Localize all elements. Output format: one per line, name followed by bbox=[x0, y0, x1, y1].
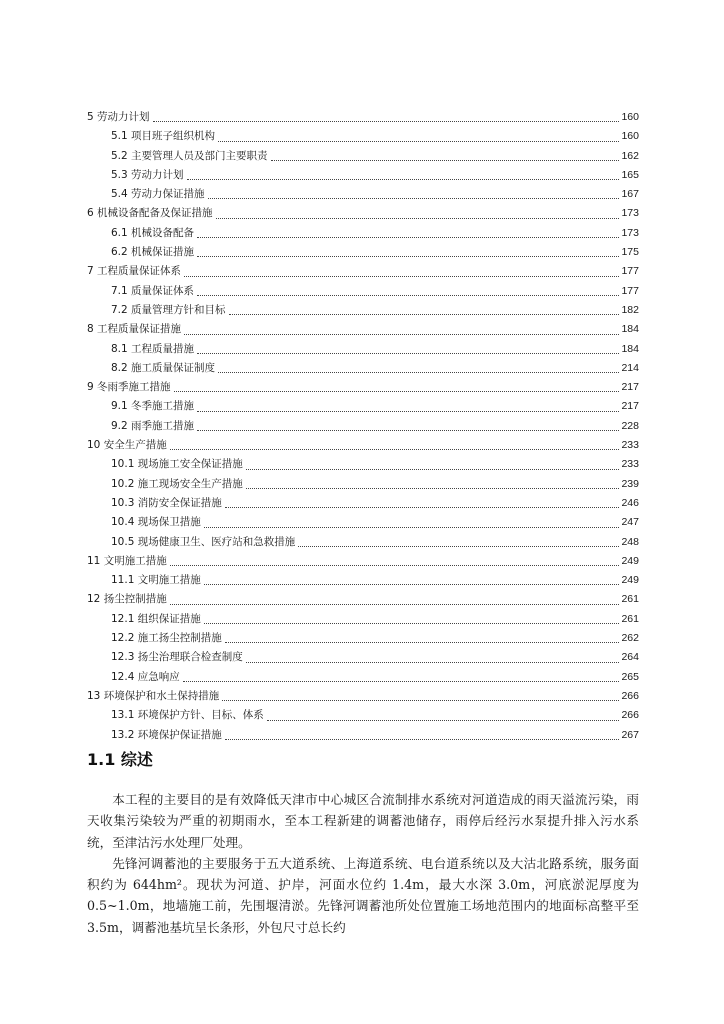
toc-entry-page: 177 bbox=[621, 265, 639, 278]
toc-entry-label: 7 工程质量保证体系 bbox=[87, 265, 182, 278]
toc-entry[interactable] bbox=[87, 185, 639, 204]
toc-entry[interactable] bbox=[87, 668, 639, 687]
toc-leader-dots bbox=[225, 738, 620, 740]
toc-entry-label: 10.3 消防安全保证措施 bbox=[111, 496, 222, 509]
toc-leader-dots bbox=[197, 410, 619, 412]
toc-entry-label: 5.3 劳动力计划 bbox=[111, 168, 184, 181]
toc-leader-dots bbox=[225, 506, 620, 508]
toc-entry-label: 7.2 质量管理方针和目标 bbox=[111, 303, 226, 316]
toc-entry[interactable] bbox=[87, 552, 639, 571]
toc-leader-dots bbox=[271, 159, 620, 161]
toc-entry-page: 246 bbox=[621, 496, 639, 509]
toc-entry-page: 262 bbox=[621, 632, 639, 645]
toc-entry-label: 8 工程质量保证措施 bbox=[87, 323, 182, 336]
toc-entry-label: 13.1 环境保护方针、目标、体系 bbox=[111, 709, 264, 722]
toc-leader-dots bbox=[222, 699, 619, 701]
toc-entry[interactable] bbox=[87, 417, 639, 436]
toc-entry-page: 228 bbox=[621, 419, 639, 432]
toc-entry-page: 266 bbox=[621, 709, 639, 722]
toc-entry-label: 5.2 主要管理人员及部门主要职责 bbox=[111, 149, 268, 162]
toc-entry[interactable] bbox=[87, 629, 639, 648]
toc-leader-dots bbox=[174, 390, 620, 392]
toc-entry-label: 12.4 应急响应 bbox=[111, 670, 180, 683]
toc-entry-page: 217 bbox=[621, 400, 639, 413]
toc-entry-label: 12 扬尘控制措施 bbox=[87, 593, 167, 606]
toc-entry-page: 217 bbox=[621, 381, 639, 394]
toc-entry-page: 167 bbox=[621, 188, 639, 201]
toc-entry[interactable] bbox=[87, 397, 639, 416]
toc-entry-page: 184 bbox=[621, 342, 639, 355]
toc-entry-page: 249 bbox=[621, 554, 639, 567]
toc-entry[interactable] bbox=[87, 359, 639, 378]
toc-entry-label: 9 冬雨季施工措施 bbox=[87, 381, 171, 394]
toc-entry-label: 9.1 冬季施工措施 bbox=[111, 400, 195, 413]
section-heading: 1.1 综述 bbox=[87, 750, 153, 769]
toc-leader-dots bbox=[197, 255, 619, 257]
toc-entry[interactable] bbox=[87, 590, 639, 609]
toc-entry[interactable] bbox=[87, 494, 639, 513]
toc-entry-label: 5.4 劳动力保证措施 bbox=[111, 188, 205, 201]
toc-entry-page: 182 bbox=[621, 303, 639, 316]
toc-entry-page: 261 bbox=[621, 612, 639, 625]
toc-leader-dots bbox=[204, 583, 620, 585]
body-paragraph-2: 先锋河调蓄池的主要服务于五大道系统、上海道系统、电台道系统以及大沽北路系统，服务面积约为 644hm²。现状为河道、护岸，河面水位约 1.4m，最大水深 3.0m，河底淤泥厚度为 0.5~1.0m，地墙施工前，先围堰清淤。先锋河调蓄池所处位置施工场地范围内的地面标高整平至 3.5m，调蓄池基坑呈长条形，外包尺寸总长约 bbox=[87, 855, 639, 935]
toc-leader-dots bbox=[183, 680, 620, 682]
toc-leader-dots bbox=[204, 526, 620, 528]
toc-entry-label: 10.4 现场保卫措施 bbox=[111, 516, 201, 529]
toc-entry-page: 247 bbox=[621, 516, 639, 529]
toc-entry-label: 12.2 施工扬尘控制措施 bbox=[111, 632, 222, 645]
toc-entry-page: 264 bbox=[621, 651, 639, 664]
toc-leader-dots bbox=[225, 641, 620, 643]
toc-entry[interactable] bbox=[87, 127, 639, 146]
toc-leader-dots bbox=[170, 603, 620, 605]
toc-entry-page: 261 bbox=[621, 593, 639, 606]
toc-entry-page: 214 bbox=[621, 361, 639, 374]
toc-entry-page: 233 bbox=[621, 439, 639, 452]
toc-entry-page: 175 bbox=[621, 246, 639, 259]
toc-leader-dots bbox=[184, 333, 619, 335]
toc-entry-page: 160 bbox=[621, 111, 639, 123]
toc-entry[interactable] bbox=[87, 571, 639, 590]
toc-entry-label: 8.2 施工质量保证制度 bbox=[111, 361, 216, 374]
toc-entry-label: 10.5 现场健康卫生、医疗站和急救措施 bbox=[111, 535, 296, 548]
toc-leader-dots bbox=[298, 545, 619, 547]
toc-entry-label: 11.1 文明施工措施 bbox=[111, 574, 201, 587]
toc-leader-dots bbox=[197, 429, 619, 431]
toc-entry[interactable] bbox=[87, 340, 639, 359]
toc-entry[interactable] bbox=[87, 436, 639, 455]
toc-entry-label: 10 安全生产措施 bbox=[87, 439, 167, 452]
toc-entry-page: 165 bbox=[621, 168, 639, 181]
toc-leader-dots bbox=[197, 352, 619, 354]
toc-leader-dots bbox=[216, 217, 620, 219]
toc-entry-page: 267 bbox=[621, 728, 639, 741]
toc-entry-page: 265 bbox=[621, 670, 639, 683]
toc-leader-dots bbox=[267, 719, 620, 721]
toc-entry-page: 249 bbox=[621, 574, 639, 587]
toc-entry-page: 266 bbox=[621, 689, 639, 702]
toc-entry[interactable] bbox=[87, 610, 639, 629]
toc-entry[interactable] bbox=[87, 108, 639, 127]
table-of-contents bbox=[87, 108, 639, 745]
toc-leader-dots bbox=[153, 120, 620, 122]
toc-leader-dots bbox=[170, 448, 620, 450]
toc-leader-dots bbox=[187, 178, 620, 180]
toc-entry[interactable] bbox=[87, 282, 639, 301]
toc-entry[interactable] bbox=[87, 147, 639, 166]
toc-leader-dots bbox=[170, 564, 620, 566]
toc-entry-label: 5.1 项目班子组织机构 bbox=[111, 130, 216, 143]
toc-entry-page: 160 bbox=[621, 130, 639, 143]
toc-entry-label: 13.2 环境保护保证措施 bbox=[111, 728, 222, 741]
toc-entry-label: 6.1 机械设备配备 bbox=[111, 226, 195, 239]
toc-entry-label: 5 劳动力计划 bbox=[87, 111, 150, 123]
toc-entry-label: 13 环境保护和水土保持措施 bbox=[87, 689, 220, 702]
toc-entry-label: 6.2 机械保证措施 bbox=[111, 246, 195, 259]
toc-leader-dots bbox=[218, 140, 619, 142]
toc-entry-page: 184 bbox=[621, 323, 639, 336]
toc-leader-dots bbox=[197, 294, 619, 296]
toc-entry[interactable] bbox=[87, 513, 639, 532]
toc-entry-label: 11 文明施工措施 bbox=[87, 554, 167, 567]
toc-entry[interactable] bbox=[87, 320, 639, 339]
toc-entry-label: 12.3 扬尘治理联合检查制度 bbox=[111, 651, 243, 664]
toc-leader-dots bbox=[197, 236, 619, 238]
toc-entry-page: 177 bbox=[621, 284, 639, 297]
toc-entry-label: 10.2 施工现场安全生产措施 bbox=[111, 477, 243, 490]
toc-entry-page: 162 bbox=[621, 149, 639, 162]
toc-entry[interactable] bbox=[87, 475, 639, 494]
toc-entry-page: 173 bbox=[621, 207, 639, 220]
toc-entry-page: 248 bbox=[621, 535, 639, 548]
toc-entry-label: 9.2 雨季施工措施 bbox=[111, 419, 195, 432]
toc-entry[interactable] bbox=[87, 687, 639, 706]
toc-entry[interactable] bbox=[87, 301, 639, 320]
toc-leader-dots bbox=[204, 622, 620, 624]
toc-entry[interactable] bbox=[87, 378, 639, 397]
toc-entry-page: 239 bbox=[621, 477, 639, 490]
toc-leader-dots bbox=[246, 487, 620, 489]
toc-entry-label: 7.1 质量保证体系 bbox=[111, 284, 195, 297]
toc-entry-label: 10.1 现场施工安全保证措施 bbox=[111, 458, 243, 471]
toc-entry[interactable] bbox=[87, 706, 639, 725]
toc-entry[interactable] bbox=[87, 648, 639, 667]
toc-entry[interactable] bbox=[87, 204, 639, 223]
toc-entry-page: 173 bbox=[621, 226, 639, 239]
toc-leader-dots bbox=[184, 275, 619, 277]
toc-entry-page: 233 bbox=[621, 458, 639, 471]
body-paragraph-1: 本工程的主要目的是有效降低天津市中心城区合流制排水系统对河道造成的雨天溢流污染，雨天收集污染较为严重的初期雨水，至本工程新建的调蓄池储存，雨停后经污水泵提升排入污水系统，至津沽污水处理厂处理。 bbox=[87, 792, 639, 850]
toc-leader-dots bbox=[208, 197, 620, 199]
toc-entry[interactable] bbox=[87, 455, 639, 474]
toc-entry[interactable] bbox=[87, 166, 639, 185]
toc-entry[interactable] bbox=[87, 243, 639, 262]
toc-entry[interactable] bbox=[87, 224, 639, 243]
toc-entry-label: 6 机械设备配备及保证措施 bbox=[87, 207, 213, 220]
toc-entry-label: 8.1 工程质量措施 bbox=[111, 342, 195, 355]
toc-leader-dots bbox=[246, 468, 620, 470]
section-body bbox=[87, 789, 639, 938]
toc-entry[interactable] bbox=[87, 726, 639, 745]
toc-entry-label: 12.1 组织保证措施 bbox=[111, 612, 201, 625]
toc-leader-dots bbox=[246, 661, 620, 663]
toc-leader-dots bbox=[218, 371, 619, 373]
toc-entry[interactable] bbox=[87, 262, 639, 281]
toc-entry[interactable] bbox=[87, 533, 639, 552]
toc-leader-dots bbox=[229, 313, 620, 315]
